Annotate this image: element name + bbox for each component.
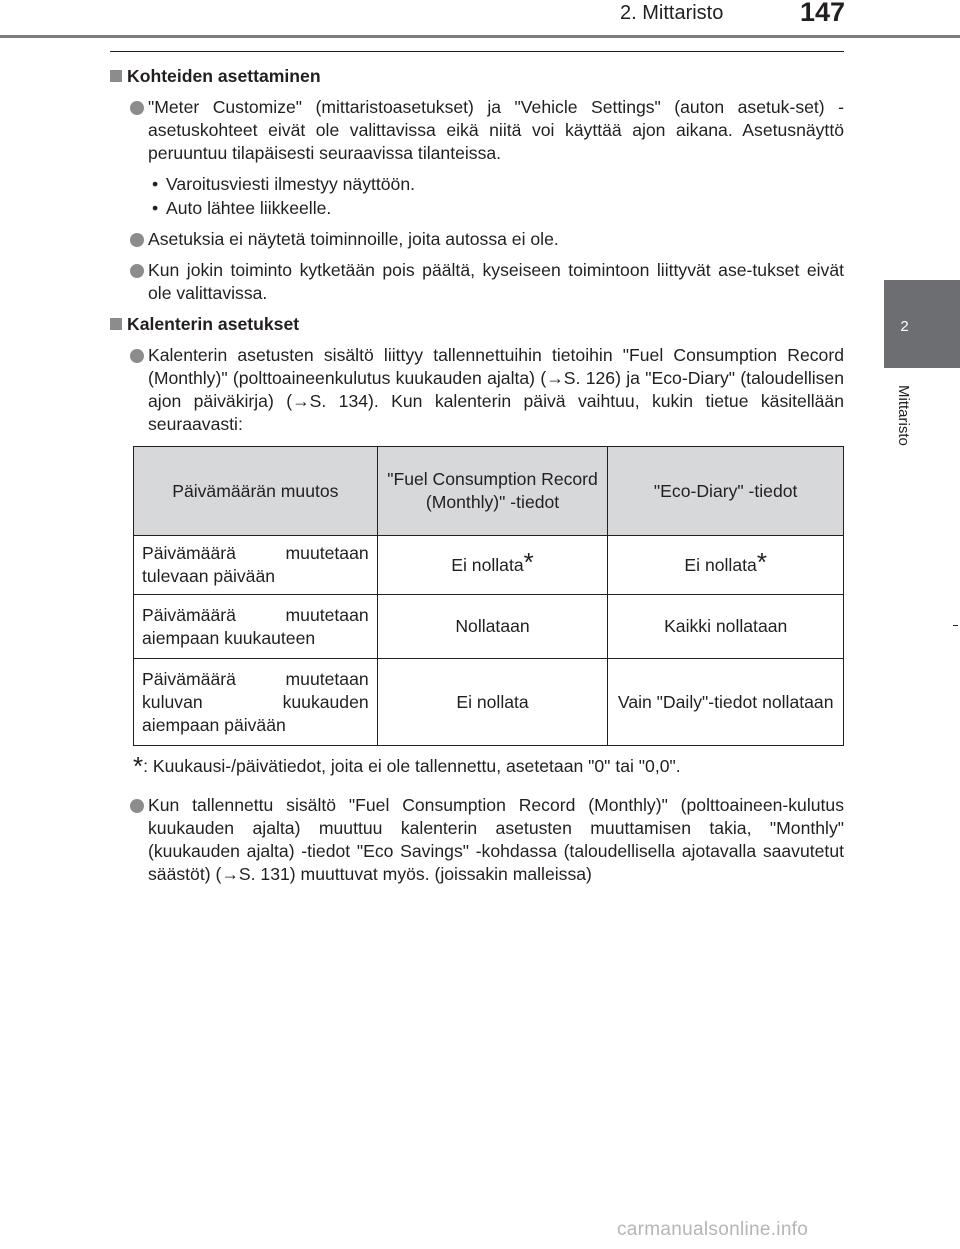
main-content: [110, 65, 844, 444]
cell-text: Ei nollata: [684, 554, 757, 575]
table-footnote: [133, 751, 681, 781]
table-header-cell: "Eco-Diary" -tiedot: [608, 447, 844, 536]
round-bullet-icon: [130, 349, 144, 363]
section-heading-settings: [110, 65, 844, 88]
table-row: [134, 595, 844, 659]
asterisk-marker: *: [756, 546, 767, 577]
subitem-text: Auto lähtee liikkeelle.: [166, 198, 332, 218]
table-cell: Päivämäärä muutetaan kuluvan kuukauden aiempaan päivään: [134, 659, 378, 746]
side-tab-label: Mittaristo: [895, 385, 912, 446]
round-bullet-icon: [130, 233, 144, 247]
table-cell: Nollataan: [377, 595, 608, 659]
list-item: [110, 228, 844, 251]
table-row: [134, 659, 844, 746]
table-header-row: [134, 447, 844, 536]
final-section: [110, 794, 844, 894]
header-chapter: 2. Mittaristo: [620, 2, 724, 24]
table-row: [134, 536, 844, 595]
table-header-cell: Päivämäärän muutos: [134, 447, 378, 536]
table-cell: Ei nollata: [377, 659, 608, 746]
side-tab-number: 2: [900, 318, 909, 335]
item-text: Kalenterin asetusten sisältö liittyy tallennettuihin tietoihin "Fuel Consumption Record (Monthly)" (polttoaineenkulutus kuukauden ajalta) (→S. 126) ja "Eco-Diary" (taloudellisen ajon päiväkirja) (→S. 134). Kun kalenterin päivä vaihtuu, kukin tietue käsitellään seuraavasti:: [148, 345, 844, 434]
sub-list-item: [110, 173, 844, 196]
asterisk-marker: *: [523, 546, 534, 577]
round-bullet-icon: [130, 799, 144, 813]
square-bullet-icon: [110, 318, 122, 330]
section-title: Kohteiden asettaminen: [127, 66, 321, 86]
square-bullet-icon: [110, 70, 122, 82]
list-item: [110, 794, 844, 886]
section-title: Kalenterin asetukset: [127, 314, 300, 334]
small-bullet-icon: •: [152, 174, 159, 194]
table-cell: [377, 536, 608, 595]
table-cell: [608, 536, 844, 595]
item-text: "Meter Customize" (mittaristoasetukset) ja "Vehicle Settings" (auton asetuk-set) -asetuskohteet eivät ole valittavissa eikä niitä voi käyttää ajon aikana. Asetusnäyttö peruuntuu tilapäisesti seuraavissa tilanteissa.: [148, 97, 844, 163]
table-header-cell: "Fuel Consumption Record (Monthly)" -tiedot: [377, 447, 608, 536]
table-cell: Päivämäärä muutetaan tulevaan päivään: [134, 536, 378, 595]
footnote-marker: *: [133, 751, 144, 781]
side-tick: [953, 625, 958, 626]
item-text: Kun jokin toiminto kytketään pois päältä, kyseiseen toimintoon liittyvät ase-tukset eivät ole valittavissa.: [148, 260, 844, 303]
section-heading-calendar: [110, 313, 844, 336]
subitem-text: Varoitusviesti ilmestyy näyttöön.: [166, 174, 416, 194]
cell-text: Ei nollata: [451, 554, 524, 575]
content-top-rule: [110, 51, 844, 52]
table-cell: Päivämäärä muutetaan aiempaan kuukauteen: [134, 595, 378, 659]
header-divider: [0, 35, 960, 38]
page-number: 147: [800, 0, 846, 27]
sub-list-item: [110, 197, 844, 220]
calendar-reset-table: [133, 446, 844, 746]
footnote-text: : Kuukausi-/päivätiedot, joita ei ole tallennettu, asetetaan "0" tai "0,0".: [143, 756, 681, 776]
round-bullet-icon: [130, 101, 144, 115]
list-item: [110, 96, 844, 165]
small-bullet-icon: •: [152, 198, 159, 218]
item-text: Asetuksia ei näytetä toiminnoille, joita autossa ei ole.: [148, 229, 559, 249]
list-item: [110, 344, 844, 436]
side-tab-strip: [884, 368, 888, 488]
list-item: [110, 259, 844, 305]
table-cell: Vain "Daily"-tiedot nollataan: [608, 659, 844, 746]
item-text: Kun tallennettu sisältö "Fuel Consumption Record (Monthly)" (polttoaineen-kulutus kuukauden ajalta) muuttuu kalenterin asetusten muuttamisen takia, "Monthly" (kuukauden ajalta) -tiedot "Eco Savings" -kohdassa (taloudellisella ajotavalla saavutetut säästöt) (→S. 131) muuttuvat myös. (joissakin malleissa): [148, 795, 844, 884]
table-cell: Kaikki nollataan: [608, 595, 844, 659]
watermark: carmanualsonline.info: [617, 1219, 809, 1240]
round-bullet-icon: [130, 264, 144, 278]
